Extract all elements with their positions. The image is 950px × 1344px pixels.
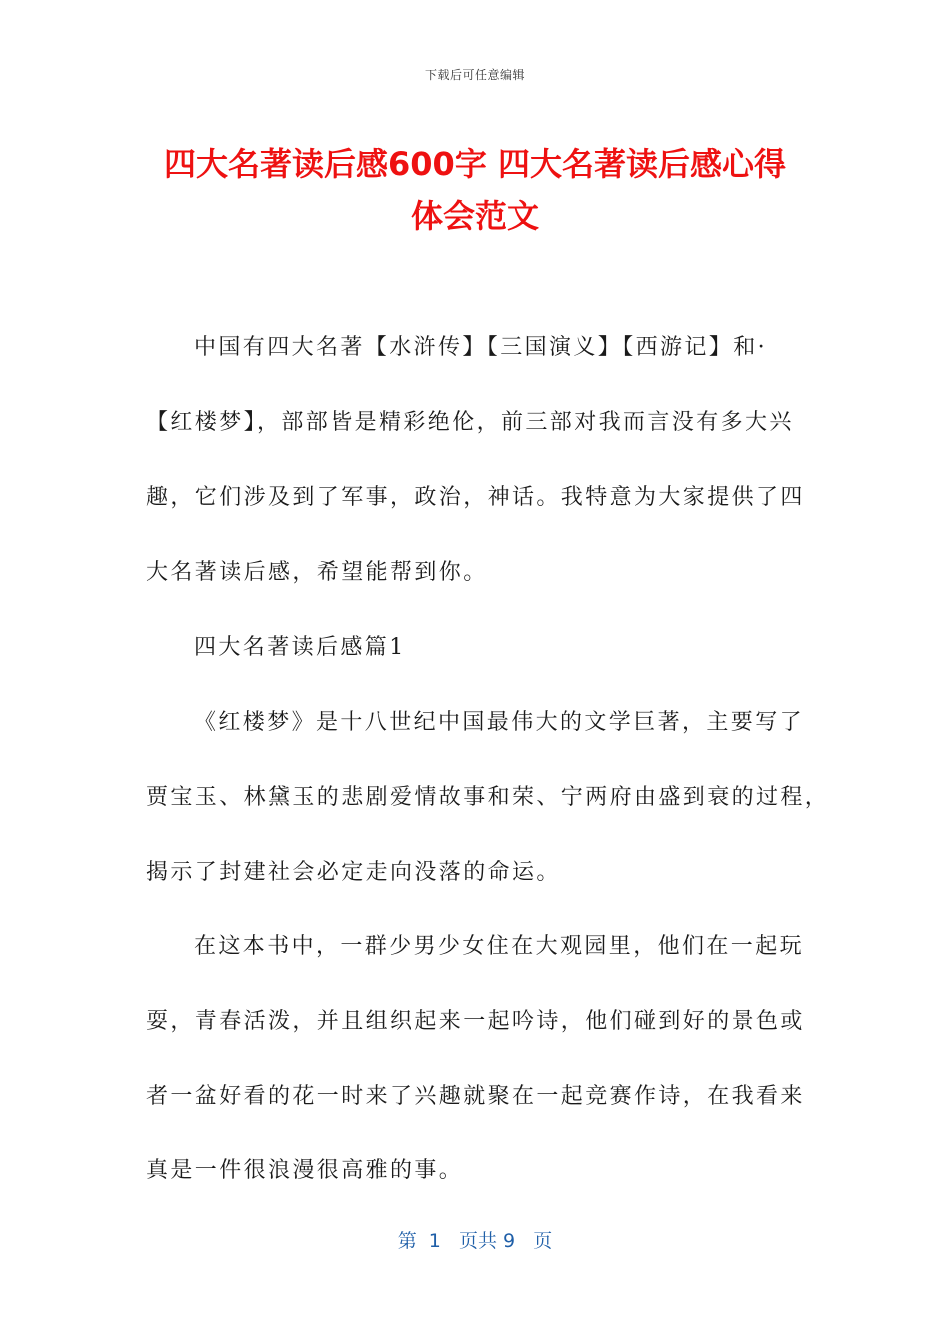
body-line: 趣，它们涉及到了军事，政治，神话。我特意为大家提供了四 (146, 485, 805, 510)
document-title (120, 138, 830, 242)
section-heading: 四大名著读后感篇1 (194, 635, 406, 660)
header-note: 下载后可任意编辑 (424, 68, 525, 82)
body-line: 【红楼梦】，部部皆是精彩绝伦，前三部对我而言没有多大兴 (146, 410, 794, 435)
page-number: 第 1 页共 9 页 (397, 1230, 553, 1252)
body-line: 大名著读后感，希望能帮到你。 (146, 560, 488, 585)
title-line-1: 四大名著读后感600字 四大名著读后感心得 (164, 145, 786, 183)
body-line: 中国有四大名著【水浒传】【三国演义】【西游记】和· (194, 335, 767, 360)
body-line: 真是一件很浪漫很高雅的事。 (146, 1158, 464, 1183)
title-line-2: 体会范文 (410, 197, 539, 235)
body-line: 耍，青春活泼，并且组织起来一起吟诗，他们碰到好的景色或 (146, 1009, 805, 1034)
body-line: 揭示了封建社会必定走向没落的命运。 (146, 860, 561, 885)
body-line: 者一盆好看的花一时来了兴趣就聚在一起竞赛作诗，在我看来 (146, 1084, 805, 1109)
body-line: 《红楼梦》是十八世纪中国最伟大的文学巨著，主要写了 (194, 710, 805, 735)
body-line: 在这本书中，一群少男少女住在大观园里，他们在一起玩 (194, 934, 805, 959)
body-line: 贾宝玉、林黛玉的悲剧爱情故事和荣、宁两府由盛到衰的过程， (146, 785, 830, 810)
